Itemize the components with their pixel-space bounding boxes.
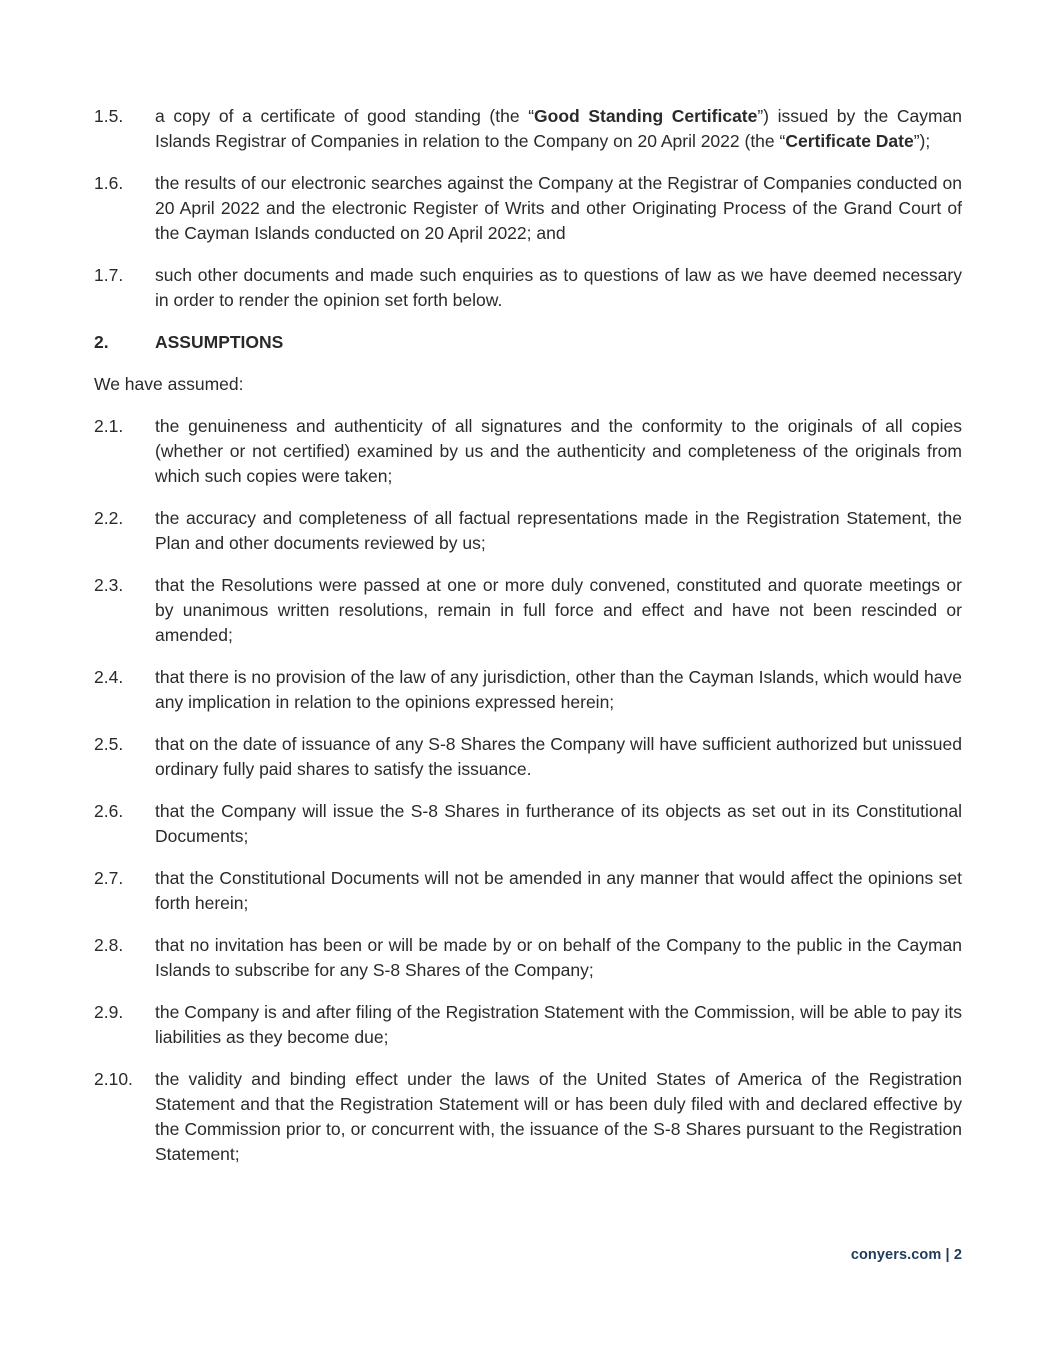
paragraph-number: 2.8. (94, 935, 124, 955)
defined-term: Good Standing Certificate (534, 106, 758, 126)
paragraph-1-5 (94, 104, 962, 154)
section-heading-assumptions (94, 330, 962, 355)
paragraph-text: that no invitation has been or will be made by or on behalf of the Company to the public in the Cayman Islands to subscribe for any S-8 Shares of the Company; (155, 935, 962, 980)
text-run: ”) issued by the Cayman Islands Registrar of Companies in relation to the Company on 20 April 2022 (the “ (155, 106, 962, 151)
paragraph-number: 2.2. (94, 508, 124, 528)
paragraph-text: that on the date of issuance of any S-8 Shares the Company will have sufficient authorized but unissued ordinary fully paid shares to satisfy the issuance. (155, 734, 962, 779)
assumption-item (94, 866, 962, 916)
paragraph-text: that the Resolutions were passed at one or more duly convened, constituted and quorate meetings or by unanimous written resolutions, remain in full force and effect and have not been rescinded or amended; (155, 575, 962, 645)
assumption-item (94, 414, 962, 489)
footer-site-link[interactable]: conyers.com (850, 1247, 942, 1263)
paragraph-text (155, 104, 962, 154)
section-intro: We have assumed: (94, 374, 244, 394)
paragraph-number: 2.4. (94, 667, 124, 687)
paragraph-number: 2.10. (94, 1069, 133, 1089)
paragraph-number: 2.7. (94, 868, 124, 888)
assumptions-list (94, 414, 962, 1167)
assumption-item (94, 799, 962, 849)
paragraph-number: 2.3. (94, 575, 124, 595)
section-number: 2. (94, 332, 109, 352)
paragraph-text: that the Company will issue the S-8 Shares in furtherance of its objects as set out in its Constitutional Documents; (155, 801, 962, 846)
paragraph-text: such other documents and made such enquiries as to questions of law as we have deemed necessary in order to render the opinion set forth below. (155, 265, 962, 310)
assumption-item (94, 1000, 962, 1050)
paragraph-text: the genuineness and authenticity of all signatures and the conformity to the originals of all copies (whether or not certified) examined by us and the authenticity and completeness of the originals from which such copies were taken; (155, 416, 962, 486)
assumption-item (94, 933, 962, 983)
paragraph-number: 1.5. (94, 106, 124, 126)
assumption-item (94, 573, 962, 648)
footer-separator: | (945, 1247, 950, 1263)
section-title: ASSUMPTIONS (155, 332, 284, 352)
paragraph-text: the results of our electronic searches against the Company at the Registrar of Companies conducted on 20 April 2022 and the electronic Register of Writs and other Originating Process of the Grand Court of the Cayman Islands conducted on 20 April 2022; and (155, 173, 962, 243)
page-footer (851, 1247, 962, 1263)
assumption-item (94, 1067, 962, 1167)
paragraph-text: the validity and binding effect under the laws of the United States of America of the Registration Statement and that the Registration Statement will or has been duly filed with and declared effective by the Commission prior to, or concurrent with, the issuance of the S-8 Shares pursuant to the Registration Statement; (155, 1069, 962, 1164)
paragraph-text: the accuracy and completeness of all factual representations made in the Registration Statement, the Plan and other documents reviewed by us; (155, 508, 962, 553)
paragraph-number: 2.9. (94, 1002, 124, 1022)
paragraph-text: that the Constitutional Documents will not be amended in any manner that would affect the opinions set forth herein; (155, 868, 962, 913)
paragraph-number: 1.7. (94, 265, 124, 285)
paragraph-text: the Company is and after filing of the Registration Statement with the Commission, will be able to pay its liabilities as they become due; (155, 1002, 962, 1047)
paragraph-number: 2.1. (94, 416, 124, 436)
paragraph-number: 2.5. (94, 734, 124, 754)
text-run: ”); (913, 131, 931, 151)
defined-term: Certificate Date (785, 131, 914, 151)
assumption-item (94, 732, 962, 782)
assumption-item (94, 506, 962, 556)
paragraph-number: 1.6. (94, 173, 124, 193)
paragraph-number: 2.6. (94, 801, 124, 821)
text-run: a copy of a certificate of good standing (the “ (155, 106, 535, 126)
document-body (94, 104, 962, 1184)
paragraph-1-6 (94, 171, 962, 246)
page-number: 2 (953, 1247, 962, 1263)
assumption-item (94, 665, 962, 715)
paragraph-text: that there is no provision of the law of any jurisdiction, other than the Cayman Islands, which would have any implication in relation to the opinions expressed herein; (155, 667, 962, 712)
paragraph-1-7 (94, 263, 962, 313)
